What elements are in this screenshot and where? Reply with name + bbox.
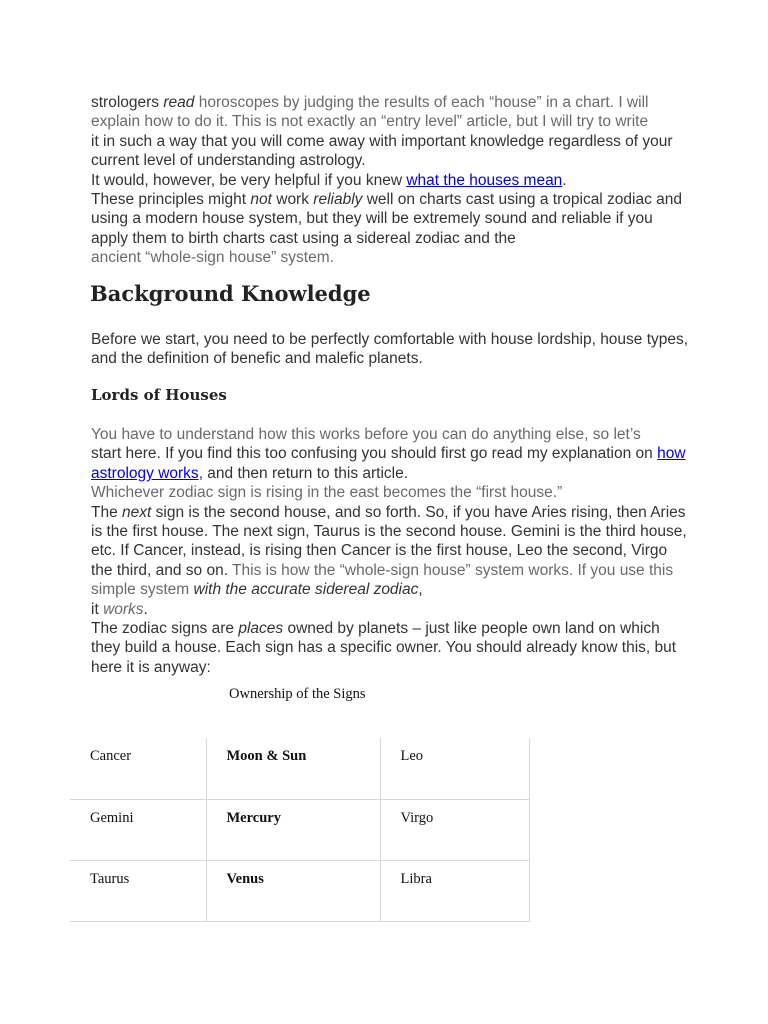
background-paragraph: Before we start, you need to be perfectly comfortable with house lordship, house types, and the definition of benefic and malefic planets. xyxy=(91,331,689,368)
table-cell: Mercury xyxy=(206,799,380,860)
intro-paragraph: strologers read horoscopes by judging the results of each “house” in a chart. I will explain how to do it. This is not exactly an “entry level” article, but I will try to write it in such a way that you will come away with important knowledge regardless of your current level of understanding astrology. It would, however, be very helpful if you knew what the houses mean. These principles might not work reliably well on charts cast using a tropical zodiac and using a modern house system, but they will be extremely sound and reliable if you apply them to birth charts cast using a sidereal zodiac and the ancient “whole-sign house” system. xyxy=(91,94,683,267)
lords-heading: Lords of Houses xyxy=(91,386,227,404)
lords-paragraph: You have to understand how this works before you can do anything else, so let’s start here. If you find this too confusing you should first go read my explanation on how astrology works, and then return to this article. Whichever zodiac sign is rising in the east becomes the “first house.” The next sign is the second house, and so forth. So, if you have Aries rising, then Aries is the first house. The next sign, Taurus is the second house. Gemini is the third house, etc. If Cancer, instead, is rising then Cancer is the first house, Leo the second, Virgo the third, and so on. This is how the “whole-sign house” system works. If you use this simple system with the accurate sidereal zodiac, it works. The zodiac signs are places owned by planets – just like people own land on which they build a house. Each sign has a specific owner. You should already know this, but here it is anyway: xyxy=(91,426,687,676)
background-heading: Background Knowledge xyxy=(90,281,371,306)
table-caption: Ownership of the Signs xyxy=(229,686,366,702)
sign-ownership-table xyxy=(70,738,530,922)
table-row xyxy=(70,799,529,860)
table-cell: Cancer xyxy=(70,738,206,799)
table-cell: Taurus xyxy=(70,860,206,921)
houses-meaning-link[interactable]: what the houses mean xyxy=(406,171,563,189)
table-row xyxy=(70,738,529,799)
how-astrology-works-link[interactable]: how astrology works xyxy=(91,445,686,482)
table-row xyxy=(70,860,529,921)
table-cell: Gemini xyxy=(70,799,206,860)
table-cell: Leo xyxy=(380,738,529,799)
table-cell: Venus xyxy=(206,860,380,921)
table-cell: Virgo xyxy=(380,799,529,860)
table-cell: Libra xyxy=(380,860,529,921)
table-cell: Moon & Sun xyxy=(206,738,380,799)
